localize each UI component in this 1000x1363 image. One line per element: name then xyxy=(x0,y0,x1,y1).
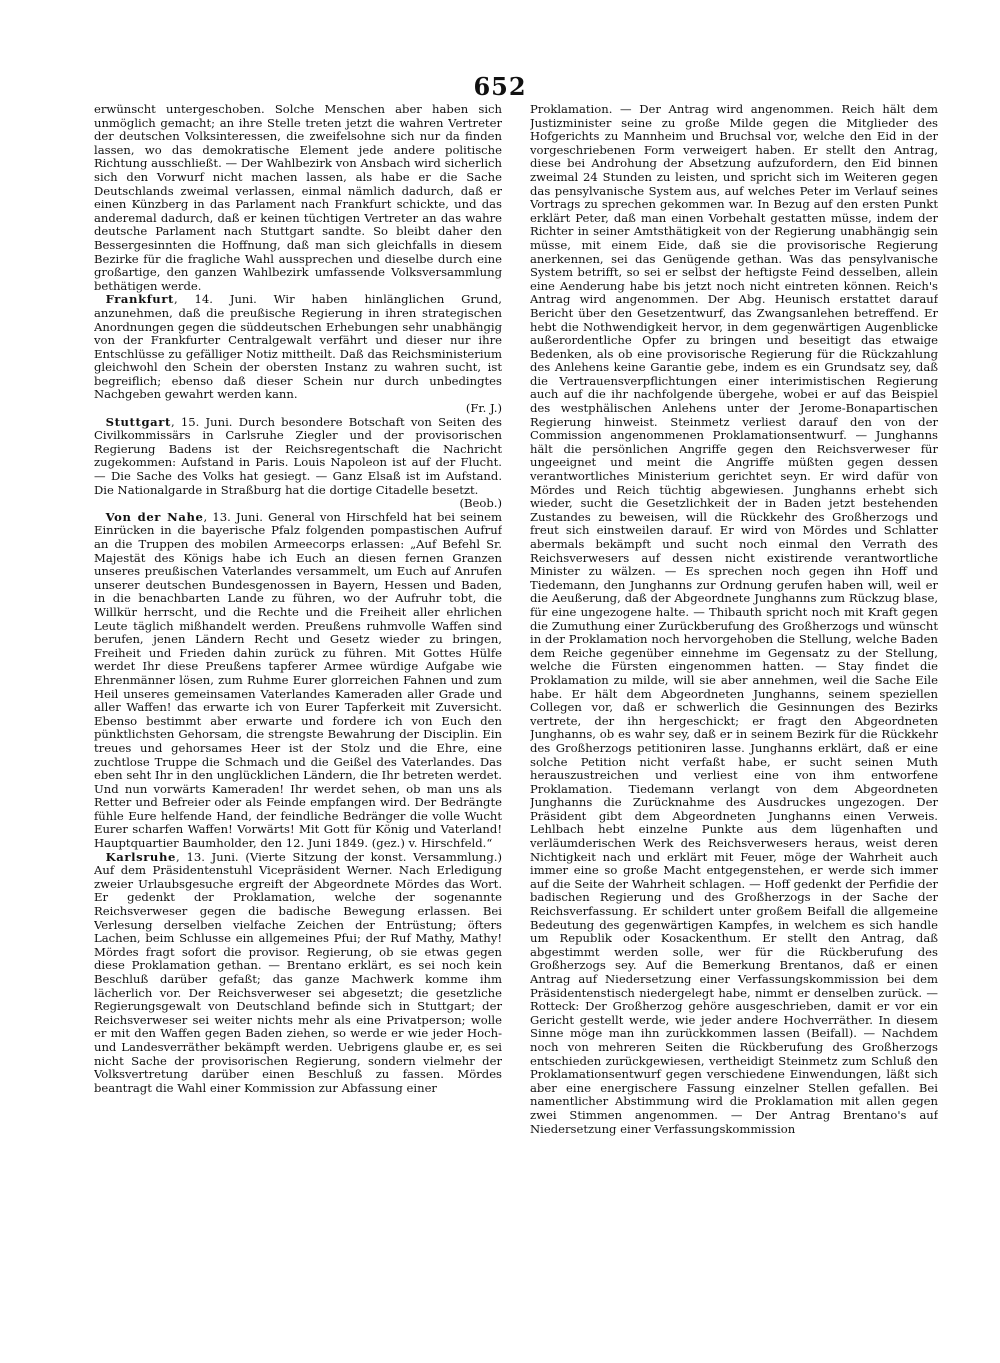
article-paragraph xyxy=(530,103,938,1136)
dateline-date: 15. Juni. xyxy=(180,414,233,429)
paragraph-text: Durch besondere Botschaft von Seiten des Civilkommissärs in Carlsruhe Ziegler und der provisorischen Regierung Badens ist der Reichsregentschaft die Nachricht zugekommen: Aufstand in Paris. Louis Napoleon ist auf der Flucht. — Die Sache des Volks hat gesiegt. — Ganz Elsaß ist im Aufstand. Die Nationalgarde in Straßburg hat die dortige Citadelle besetzt. xyxy=(94,414,502,497)
article-paragraph: Frankfurt, 14. Juni. Wir haben hinlänglichen Grund, anzunehmen, daß die preußische Regierung in ihren strategischen Anordnungen gegen die süddeutschen Erhebungen sehr unabhängig von der Frankfurter Centralgewalt verfährt und dieser nur ihre Entschlüsse zu gefälliger Notiz mittheilt. Daß das Reichsministerium gleichwohl den Schein der obersten Instanz zu wahren sucht, ist begreiflich; ebenso daß dieser Schein nur durch unbedingtes Nachgeben gewahrt werden kann. (Fr. J.) xyxy=(94,292,502,416)
paragraph-text: (Vierte Sitzung der konst. Versammlung.) Auf dem Präsidentenstuhl Vicepräsident Werner. Nach Erledigung zweier Urlaubsgesuche ergreift der Abgeordnete Mördes das Wort. Er gedenkt der Proklamation, welche der sogenannte Reichsverweser gegen die badische Bewegung erlassen. Bei Verlesung derselben vielfache Zeichen der Entrüstung; öfters Lachen, beim Schlusse ein allgemeines Pfui; der Ruf Mathy, Mathy! Mördes fragt sofort die provisor. Regierung, ob sie etwas gegen diese Proklamation gethan. — Brentano erklärt, es sei noch kein Beschluß darüber gefaßt; das ganze Machwerk komme ihm lächerlich vor. Der Reichsverweser sei abgesetzt; die gesetzliche Regierungsgewalt von Deutschland befinde sich in Stuttgart; der Reichsverweser sei weiter nichts mehr als eine Privatperson; wolle er mit den Waffen gegen Baden ziehen, so werde er wie jeder Hoch- und Landesverräther bekämpft werden. Uebrigens glaube er, es sei nicht Sache der provisorischen Regierung, sondern vielmehr der Volksvertretung darüber einen Beschluß zu fassen. Mördes beantragt die Wahl einer Kommission zur Abfassung einer xyxy=(94,849,502,1095)
page-number: 652 xyxy=(473,72,527,101)
article-paragraph: Karlsruhe, 13. Juni. (Vierte Sitzung der konst. Versammlung.) Auf dem Präsidentenstuhl Vicepräsident Werner. Nach Erledigung zweier Urlaubsgesuche ergreift der Abgeordnete Mördes das Wort. Er gedenkt der Proklamation, welche der sogenannte Reichsverweser gegen die badische Bewegung erlassen. Bei Verlesung derselben vielfache Zeichen der Entrüstung; öfters Lachen, beim Schlusse ein allgemeines Pfui; der Ruf Mathy, Mathy! Mördes fragt sofort die provisor. Regierung, ob sie etwas gegen diese Proklamation gethan. — Brentano erklärt, es sei noch kein Beschluß darüber gefaßt; das ganze Machwerk komme ihm lächerlich vor. Der Reichsverweser sei abgesetzt; die gesetzliche Regierungsgewalt von Deutschland befinde sich in Stuttgart; der Reichsverweser sei weiter nichts mehr als eine Privatperson; wolle er mit den Waffen gegen Baden ziehen, so werde er wie jeder Hoch- und Landesverräther bekämpft werden. Uebrigens glaube er, es sei nicht Sache der provisorischen Regierung, sondern vielmehr der Volksvertretung darüber einen Beschluß zu fassen. Mördes beantragt die Wahl einer Kommission zur Abfassung einer xyxy=(94,849,502,1095)
dateline-date: 13. Juni. xyxy=(212,509,263,524)
source-attribution: (Fr. J.) xyxy=(465,401,502,416)
article-paragraph: Von der Nahe, 13. Juni. General von Hirschfeld hat bei seinem Einrücken in die bayerische Pfalz folgenden pompastischen Aufruf an die Truppen des mobilen Armeecorps erlassen: „Auf Befehl Sr. Majestät des Königs habe ich Euch an diesen fernen Granzen unseres preußischen Vaterlandes versammelt, um Euch auf Anrufen unserer deutschen Bundesgenossen in Bayern, Hessen und Baden, in die benachbarten Lande zu führen, wo der Aufruhr tobt, die Willkür herrscht, und die Rechte und die Freiheit aller ehrlichen Leute täglich mißhandelt werden. Preußens ruhmvolle Waffen sind berufen, jenen Ländern Recht und Gesetz wieder zu bringen, Freiheit und Frieden dahin zurück zu führen. Mit Gottes Hülfe werdet Ihr diese Preußens tapferer Armee würdige Aufgabe wie Ehrenmänner lösen, zum Ruhme Eurer glorreichen Fahnen und zum Heil unseres gemeinsamen Vaterlandes Kameraden aller Grade und aller Waffen! das erwarte ich von Eurer Tapferkeit mit Zuversicht. Ebenso bestimmt aber erwarte und fordere ich von Euch den pünktlichsten Gehorsam, die strengste Bewahrung der Disciplin. Ein treues und gehorsames Heer ist der Stolz und die Ehre, eine zuchtlose Truppe die Schmach und die Geißel des Vaterlandes. Das eben seht Ihr in den unglücklichen Ländern, die Ihr betreten werdet. Und nun vorwärts Kameraden! Ihr werdet sehen, ob man uns als Retter und Befreier oder als Feinde empfangen wird. Der Bedrängte fühle Eure helfende Hand, der feindliche Bedränger die volle Wucht Eurer scharfen Waffen! Vorwärts! Mit Gott für König und Vaterland! Hauptquartier Baumholder, den 12. Juni 1849. (gez.) v. Hirschfeld.“ xyxy=(94,509,502,851)
article-paragraph xyxy=(94,103,502,293)
article-paragraph: Stuttgart, 15. Juni. Durch besondere Botschaft von Seiten des Civilkommissärs in Carlsruhe Ziegler und der provisorischen Regierung Badens ist der Reichsregentschaft die Nachricht zugekommen: Aufstand in Paris. Louis Napoleon ist auf der Flucht. — Die Sache des Volks hat gesiegt. — Ganz Elsaß ist im Aufstand. Die Nationalgarde in Straßburg hat die dortige Citadelle besetzt. (Beob.) xyxy=(94,414,502,511)
dateline: Karlsruhe xyxy=(105,849,176,864)
dateline: Frankfurt xyxy=(105,292,174,307)
paragraph-text: Wir haben hinlänglichen Grund, anzunehmen, daß die preußische Regierung in ihren strategischen Anordnungen gegen die süddeutschen Erhebungen sehr unabhängig von der Frankfurter Centralgewalt verfährt und dieser nur ihre Entschlüsse zu gefälliger Notiz mittheilt. Daß das Reichsministerium gleichwohl den Schein der obersten Instanz zu wahren sucht, ist begreiflich; ebenso daß dieser Schein nur durch unbedingtes Nachgeben gewahrt werden kann. xyxy=(94,292,502,402)
paragraph-text: Proklamation. — Der Antrag wird angenommen. Reich hält dem Justizminister seine zu große Milde gegen die Mitglieder des Hofgerichts zu Mannheim und Bruchsal vor, welche den Eid in der vorgeschriebenen Form verweigert haben. Er stellt den Antrag, diese bei Androhung der Absetzung aufzufordern, den Eid binnen zweimal 24 Stunden zu leisten, und spricht sich im Weiteren gegen das pensylvanische System aus, auf welches Peter im Verlauf seines Vortrags zu sprechen gekommen war. In Bezug auf den ersten Punkt erklärt Peter, daß man einen Vorbehalt gestatten müsse, indem der Richter in seiner Amtsthätigkeit von der Regierung unabhängig sein müsse, mit einem Eide, daß sie die provisorische Regierung anerkennen, sei das Genügende gethan. Was das pensylvanische System betrifft, so sei er selbst der heftigste Feind desselben, allein eine Aenderung habe bis jetzt noch nicht eintreten können. Reich's Antrag wird angenommen. Der Abg. Heunisch erstattet darauf Bericht über den Gesetzentwurf, das Zwangsanlehen betreffend. Er hebt die Nothwendigkeit hervor, in dem gegenwärtigen Augenblicke außerordentliche Opfer zu bringen und beseitigt das etwaige Bedenken, als ob eine provisorische Regierung für die Rückzahlung des Anlehens keine Garantie gebe, indem es ein Grundsatz sey, daß die Vertrauensverpflichtungen einer interimistischen Regierung auch auf die ihr nachfolgende übergehe, wobei er auf das Beispiel des westphälischen Anlehens unter der Jerome-Bonapartischen Regierung hinweist. Steinmetz verliest darauf den von der Commission angenommenen Proklamationsentwurf. — Junghanns hält die persönlichen Angriffe gegen den Reichsverweser für ungeeignet und meint die Angriffe müßten gegen dessen verantwortliches Ministerium gerichtet seyn. Er wird dafür von Mördes und Reich tüchtig abgewiesen. Junghanns erhebt sich wieder, sucht die Gesetzlichkeit der in Baden jetzt bestehenden Zustandes zu beweisen, will die Rückkehr des Großherzogs und freut sich einstweilen darauf. Er wird von Mördes und Schlatter abermals bekämpft und sucht noch einmal den Verrath des Reichsverwesers auf dessen nicht existirende verantwortliche Minister zu wälzen. — Es sprechen noch gegen ihn Hoff und Tiedemann, den Junghanns zur Ordnung gerufen haben will, weil er die Aeußerung, daß der Abgeordnete Junghanns zum Rückzug blase, für eine ungezogene halte. — Thibauth spricht noch mit Kraft gegen die Zumuthung einer Zurückberufung des Großherzogs und wünscht in der Proklamation noch hervorgehoben die Stellung, welche Baden dem Reiche gegenüber einnehme im Gegensatz zu der Stellung, welche die Fürsten eingenommen hatten. — Stay findet die Proklamation zu milde, will sie aber annehmen, weil die Sache Eile habe. Er hält dem Abgeordneten Junghanns, seinem speziellen Collegen vor, daß er schwerlich die Gesinnungen des Bezirks vertrete, der ihn hergeschickt; er fragt den Abgeordneten Junghanns, ob es wahr sey, daß er in seinem Bezirk für die Rückkehr des Großherzogs petitioniren lasse. Junghanns erklärt, daß er eine solche Petition nicht verfaßt habe, er sucht seinen Muth herauszustreichen und verliest eine von ihm entworfene Proklamation. Tiedemann verlangt von dem Abgeordneten Junghanns die Zurücknahme des Ausdruckes ungezogen. Der Präsident gibt dem Abgeordneten Junghanns einen Verweis. Lehlbach hebt einzelne Punkte aus dem lügenhaften und verläumderischen Werk des Reichsverwesers heraus, weist deren Nichtigkeit nach und erklärt mit Feuer, möge der Wahrheit auch immer eine so große Macht entgegenstehen, er werde sich immer auf die Seite der Wahrheit schlagen. — Hoff gedenkt der Perfidie der badischen Regierung und des Großherzogs in der Sache der Reichsverfassung. Er schildert unter großem Beifall die allgemeine Bedeutung des gegenwärtigen Kampfes, in welchem es sich handle um Republik oder Kosackenthum. Er stellt den Antrag, daß abgestimmt werden solle, wer für die Rückberufung des Großherzogs sey. Auf die Bemerkung Brentanos, daß er einen Antrag auf Niedersetzung einer Verfassungskommission bei dem Präsidentenstisch niedergelegt habe, nimmt er denselben zurück. — Rotteck: Der Großherzog gehöre ausgeschrieben, damit er vor ein Gericht gestellt werde, wie jeder andere Hochverräther. In diesem Sinne möge man ihn zurückkommen lassen (Beifall). — Nachdem noch von mehreren Seiten die Rückberufung des Großherzogs entschieden zurückgewiesen, vertheidigt Steinmetz zum Schluß den Proklamationsentwurf gegen verschiedene Einwendungen, läßt sich aber eine energischere Fassung einzelner Stellen gefallen. Bei namentlicher Abstimmung wird die Proklamation mit allen gegen zwei Stimmen angenommen. — Der Antrag Brentano's auf Niedersetzung einer Verfassungskommission xyxy=(530,103,938,1136)
paragraph-text: General von Hirschfeld hat bei seinem Einrücken in die bayerische Pfalz folgenden pompastischen Aufruf an die Truppen des mobilen Armeecorps erlassen: „Auf Befehl Sr. Majestät des Königs habe ich Euch an diesen fernen Granzen unseres preußischen Vaterlandes versammelt, um Euch auf Anrufen unserer deutschen Bundesgenossen in Bayern, Hessen und Baden, in die benachbarten Lande zu führen, wo der Aufruhr tobt, die Willkür herrscht, und die Rechte und die Freiheit aller ehrlichen Leute täglich mißhandelt werden. Preußens ruhmvolle Waffen sind berufen, jenen Ländern Recht und Gesetz wieder zu bringen, Freiheit und Frieden dahin zurück zu führen. Mit Gottes Hülfe werdet Ihr diese Preußens tapferer Armee würdige Aufgabe wie Ehrenmänner lösen, zum Ruhme Eurer glorreichen Fahnen und zum Heil unseres gemeinsamen Vaterlandes Kameraden aller Grade und aller Waffen! das erwarte ich von Eurer Tapferkeit mit Zuversicht. Ebenso bestimmt aber erwarte und fordere ich von Euch den pünktlichsten Gehorsam, die strengste Bewahrung der Disciplin. Ein treues und gehorsames Heer ist der Stolz und die Ehre, eine zuchtlose Truppe die Schmach und die Geißel des Vaterlandes. Das eben seht Ihr in den unglücklichen Ländern, die Ihr betreten werdet. Und nun vorwärts Kameraden! Ihr werdet sehen, ob man uns als Retter und Befreier oder als Feinde empfangen wird. Der Bedrängte fühle Eure helfende Hand, der feindliche Bedränger die volle Wucht Eurer scharfen Waffen! Vorwärts! Mit Gott für König und Vaterland! Hauptquartier Baumholder, den 12. Juni 1849. (gez.) v. Hirschfeld.“ xyxy=(94,509,502,851)
left-column xyxy=(94,103,502,1303)
right-column xyxy=(530,103,938,1303)
dateline: Von der Nahe xyxy=(105,509,204,524)
dateline: Stuttgart xyxy=(105,414,171,429)
dateline-date: 13. Juni. xyxy=(186,849,239,864)
dateline-date: 14. Juni. xyxy=(194,292,257,307)
source-attribution: (Beob.) xyxy=(459,496,502,511)
paragraph-text: erwünscht untergeschoben. Solche Menschen aber haben sich unmöglich gemacht; an ihre Stelle treten jetzt die wahren Vertreter der deutschen Volksinteressen, die zweifelsohne sich nur da finden lassen, wo das demokratische Element jede andere politische Richtung ausschließt. — Der Wahlbezirk von Ansbach wird sicherlich sich den Vorwurf nicht machen lassen, als habe er die Sache Deutschlands zweimal verlassen, einmal nämlich dadurch, daß er einen Künzberg in das Parlament nach Frankfurt schickte, und das anderemal dadurch, daß er keinen tüchtigen Vertreter an das wahre deutsche Parlament nach Stuttgart sandte. So bleibt daher den Bessergesinnten die Hoffnung, daß man sich gleichfalls in diesem Bezirke für die fragliche Wahl aussprechen und dieselbe durch eine großartige, den ganzen Wahlbezirk umfassende Volksversammlung bethätigen werde. xyxy=(94,103,502,293)
